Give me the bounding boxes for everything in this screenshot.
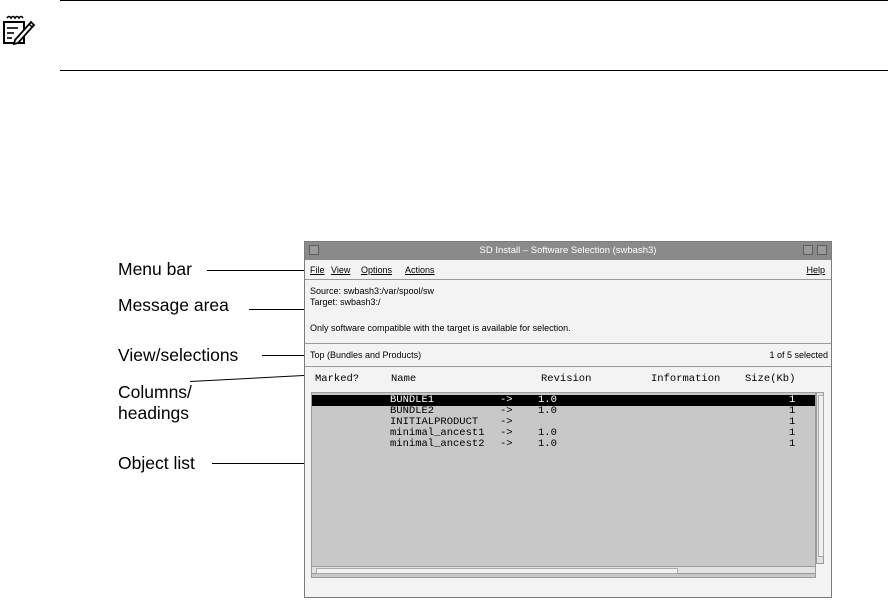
column-information[interactable]: Information — [651, 373, 721, 385]
message-area — [305, 280, 831, 344]
leader-columns — [190, 375, 306, 382]
minimize-button[interactable] — [803, 245, 813, 255]
item-revision: 1.0 — [538, 427, 557, 439]
item-name: BUNDLE2 — [390, 405, 435, 417]
item-revision: 1.0 — [538, 438, 557, 450]
column-name[interactable]: Name — [391, 373, 417, 385]
column-revision[interactable]: Revision — [541, 373, 592, 385]
view-selections-bar — [305, 344, 831, 367]
item-size: 1 — [789, 416, 796, 428]
callout-view-selections: View/selections — [118, 345, 239, 365]
callout-message-area: Message area — [118, 295, 229, 315]
list-item[interactable] — [312, 428, 815, 439]
view-label[interactable]: Top (Bundles and Products) — [310, 350, 422, 360]
leader-menu-bar — [207, 270, 306, 271]
vertical-scroll-thumb[interactable] — [818, 395, 824, 557]
menu-help[interactable]: Help — [806, 265, 825, 275]
item-name: minimal_ancest2 — [390, 438, 485, 450]
sd-install-window — [304, 241, 832, 598]
item-size: 1 — [789, 394, 796, 406]
horizontal-scrollbar[interactable] — [311, 566, 816, 574]
item-revision: 1.0 — [538, 394, 557, 406]
horizontal-scroll-thumb[interactable] — [316, 568, 678, 574]
item-name: minimal_ancest1 — [390, 427, 485, 439]
list-item[interactable] — [312, 406, 815, 417]
selection-count: 1 of 5 selected — [769, 350, 828, 360]
item-revision: 1.0 — [538, 405, 557, 417]
window-title: SD Install – Software Selection (swbash3) — [479, 245, 657, 256]
window-titlebar[interactable] — [305, 242, 831, 260]
item-open-arrow[interactable]: -> — [500, 405, 513, 417]
object-list[interactable] — [311, 392, 816, 578]
note-bottom-rule — [60, 70, 888, 71]
column-size[interactable]: Size(Kb) — [745, 373, 796, 385]
callout-columns-line2: headings — [118, 403, 190, 423]
leader-view-selections — [262, 355, 306, 356]
leader-object-list — [212, 463, 318, 464]
menu-file[interactable]: File — [310, 265, 325, 275]
menu-view[interactable]: View — [331, 265, 351, 275]
item-size: 1 — [789, 427, 796, 439]
menu-bar — [305, 261, 831, 280]
list-item[interactable] — [312, 395, 815, 406]
message-target: Target: swbash3:/ — [310, 297, 381, 307]
item-name: BUNDLE1 — [390, 394, 435, 406]
callout-columns-line1: Columns/ — [118, 382, 192, 402]
list-item[interactable] — [312, 417, 815, 428]
leader-message-area — [249, 309, 306, 310]
menu-options[interactable]: Options — [361, 265, 393, 275]
item-open-arrow[interactable]: -> — [500, 394, 513, 406]
item-size: 1 — [789, 438, 796, 450]
item-open-arrow[interactable]: -> — [500, 438, 513, 450]
message-note: Only software compatible with the target is available for selection. — [310, 323, 571, 333]
window-menu-button[interactable] — [309, 245, 319, 255]
item-open-arrow[interactable]: -> — [500, 427, 513, 439]
item-open-arrow[interactable]: -> — [500, 416, 513, 428]
maximize-button[interactable] — [817, 245, 827, 255]
callout-menu-bar: Menu bar — [118, 259, 192, 279]
callout-object-list: Object list — [118, 453, 195, 473]
column-marked[interactable]: Marked? — [315, 373, 360, 385]
message-source: Source: swbash3:/var/spool/sw — [310, 286, 435, 296]
menu-actions[interactable]: Actions — [405, 265, 435, 275]
top-rule — [60, 0, 888, 1]
note-pencil-icon — [2, 14, 36, 46]
vertical-scrollbar[interactable] — [816, 392, 824, 564]
item-size: 1 — [789, 405, 796, 417]
column-headings — [305, 370, 831, 388]
list-item[interactable] — [312, 439, 815, 450]
item-name: INITIALPRODUCT — [390, 416, 479, 428]
